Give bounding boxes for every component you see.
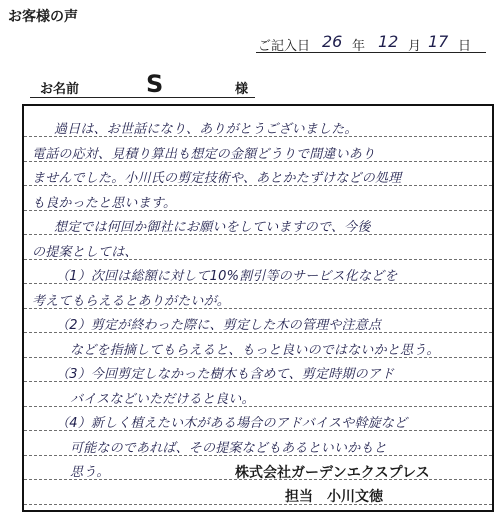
comment-line: 過日は、お世話になり、ありがとうございました。 (54, 122, 358, 137)
comment-line: 電話の応対、見積り算出も想定の金額どうりで間違いあり (32, 146, 376, 162)
comment-line: （4）新しく植えたい木がある場合のアドバイスや斡旋など (56, 416, 408, 431)
comment-line: の提案としては、 (32, 244, 138, 260)
date-year-value: 26 (322, 32, 343, 51)
comment-line: （3）今回剪定しなかった樹木も含めて、剪定時期のアド (56, 367, 395, 382)
date-month-value: 12 (378, 32, 399, 51)
staff-name: 担当 小川文徳 (285, 489, 383, 505)
comment-line: （1）次回は総額に対して10%割引等のサービス化などを (56, 269, 398, 284)
date-day-value: 17 (428, 32, 449, 51)
company-name: 株式会社ガーデンエクスプレス (235, 465, 430, 481)
name-label: お名前 (40, 82, 80, 97)
comment-line: などを指摘してもらえると、もっと良いのではないかと思う。 (70, 342, 440, 358)
date-year-unit: 年 (352, 39, 366, 54)
name-honorific: 様 (235, 82, 249, 97)
ruled-line (24, 504, 492, 505)
comment-line: 想定では何回か御社にお願いをしていますので、今後 (54, 220, 371, 235)
date-field (256, 33, 486, 55)
customer-name-field (30, 72, 255, 98)
form-title: お客様の声 (8, 9, 78, 25)
name-value: S (146, 70, 164, 98)
comment-line: 考えてもらえるとありがたいが。 (32, 293, 231, 309)
date-day-unit: 日 (458, 39, 472, 54)
comment-line: 思う。 (70, 465, 110, 480)
comment-line: も良かったと思います。 (32, 195, 177, 211)
date-month-unit: 月 (408, 39, 422, 54)
comment-line: バイスなどいただけると良い。 (70, 391, 255, 407)
comment-line: （2）剪定が終わった際に、剪定した木の管理や注意点 (56, 318, 382, 333)
comment-line: ませんでした。小川氏の剪定技術や、あとかたずけなどの処理 (32, 171, 402, 186)
comment-sheet (22, 104, 494, 512)
date-label: ご記入日 (258, 39, 311, 54)
comment-line: 可能なのであれば、その提案などもあるといいかもと (70, 440, 387, 456)
